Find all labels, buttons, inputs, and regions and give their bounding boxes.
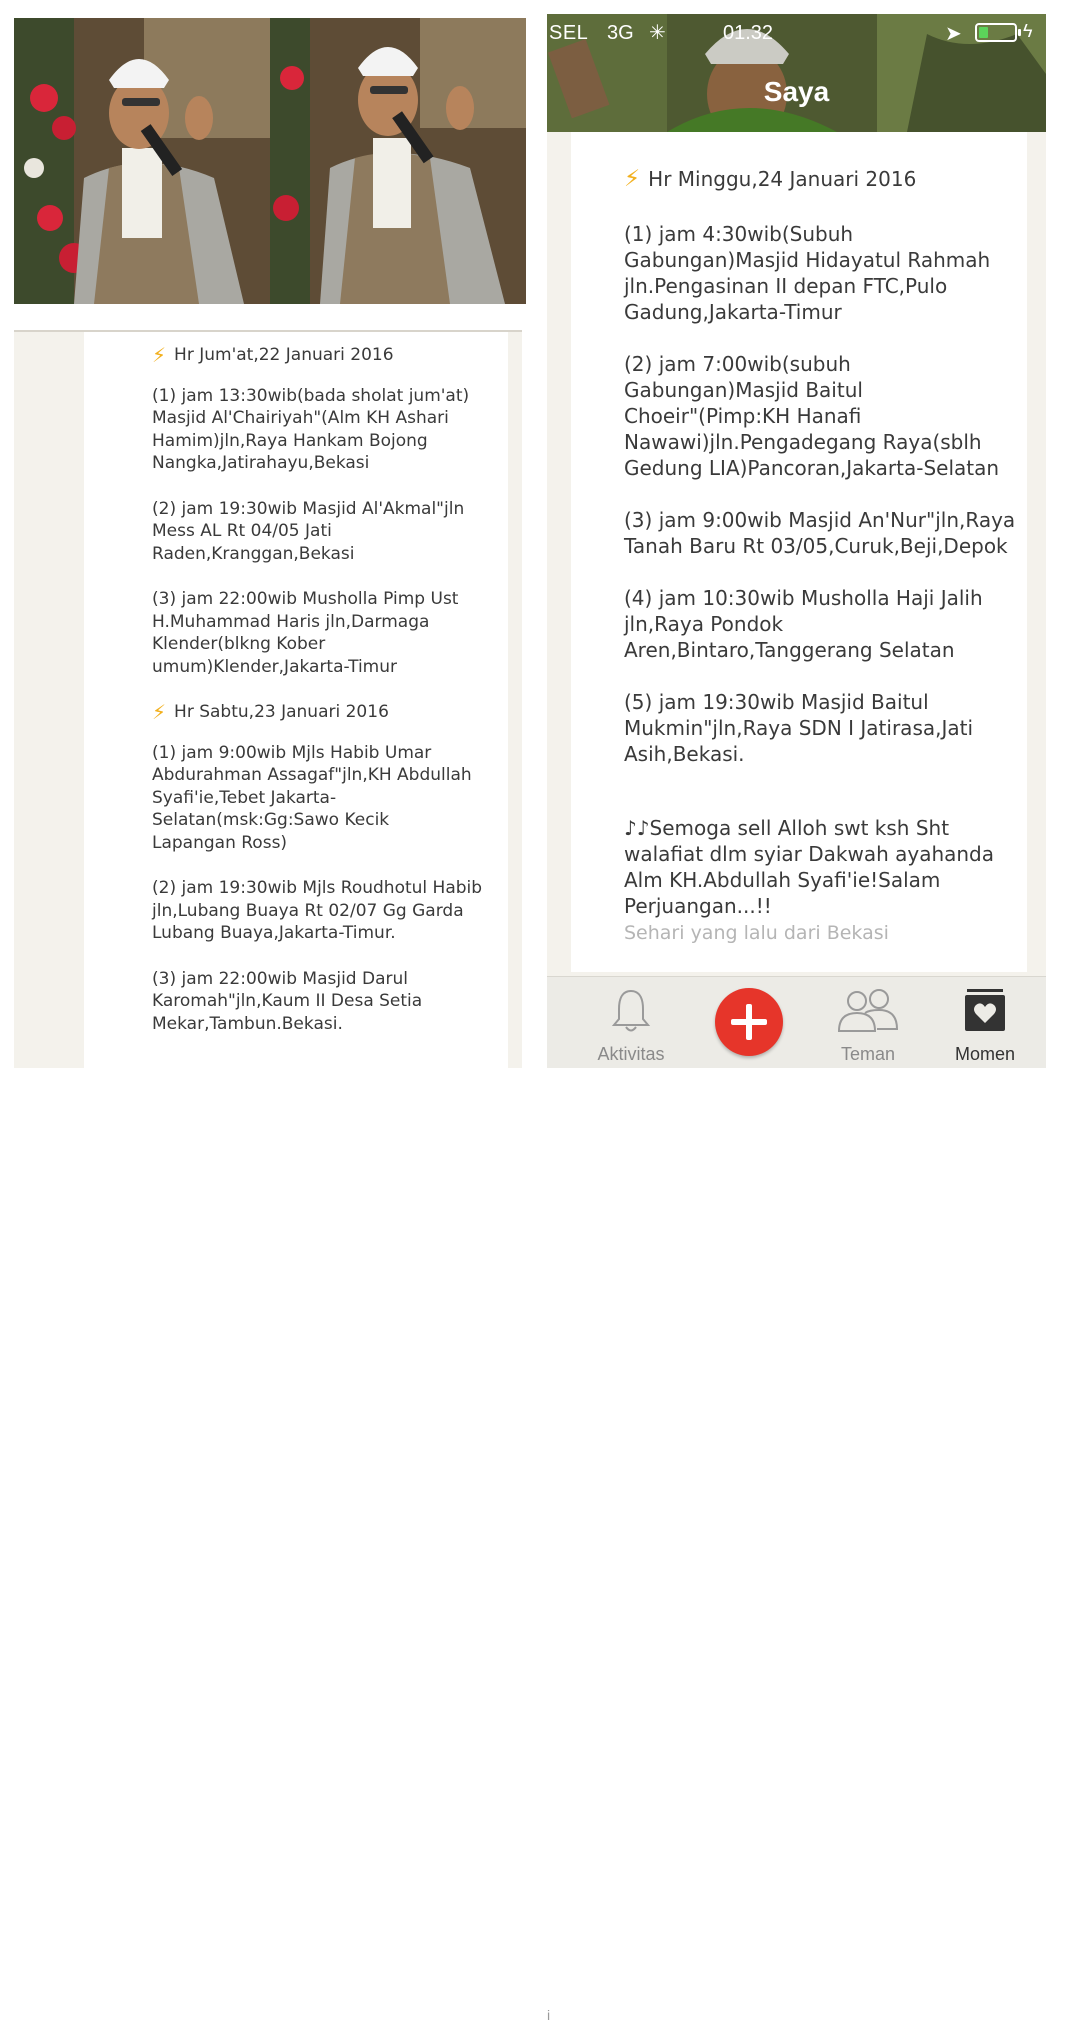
closing-message [624,815,1027,919]
profile-header [547,14,1046,132]
schedule-entry: (3) jam 22:00wib Masjid Darul Karomah"jln,Kaum II Desa Setia Mekar,Tambun.Bekasi. [152,968,423,1034]
left-post-card [14,330,522,1068]
network-type: 3G [607,22,634,44]
lightning-icon: ⚡ [624,166,641,192]
schedule-entry: (1) jam 13:30wib(bada sholat jum'at) Masjid Al'Chairiyah"(Alm KH Ashari Hamim)jln,Raya Hankam Bojong Nangka,Jatirahayu,Bekasi [152,385,470,473]
moment-post[interactable] [571,132,1027,972]
tab-momen[interactable] [937,977,1033,1069]
day-label: Hr Minggu,24 Januari 2016 [648,167,917,191]
tab-teman[interactable] [823,977,913,1069]
tab-fragment: i [547,2007,551,2023]
app-screen [547,14,1046,2023]
activity-spinner-icon: ✳ [649,22,666,44]
speaker-photo-right [270,18,526,304]
schedule-entry: (2) jam 19:30wib Mjls Roudhotul Habib jln,Lubang Buaya Rt 02/07 Gg Garda Lubang Buaya,Jakarta-Timur. [152,878,483,943]
tab-label: Aktivitas [597,1044,665,1064]
friends-icon [835,987,901,1035]
schedule-entry: (3) jam 9:00wib Masjid An'Nur"jln,Raya Tanah Baru Rt 03/05,Curuk,Beji,Depok [624,508,1016,558]
bell-icon [611,987,651,1035]
schedule-entry: (2) jam 7:00wib(subuh Gabungan)Masjid Baitul Choeir"(Pimp:KH Hanafi Nawawi)jln.Pengadegang Raya(sblh Gedung LIA)Pancoran,Jakarta-Selatan [624,352,1000,480]
charging-bolt-icon: ϟ [1023,21,1033,41]
schedule-entry: (1) jam 4:30wib(Subuh Gabungan)Masjid Hidayatul Rahmah jln.Pengasinan II depan FTC,Pulo Gadung,Jakarta-Timur [624,222,991,324]
day-heading [624,166,1027,192]
schedule-entry: (4) jam 10:30wib Musholla Haji Jalih jln,Raya Pondok Aren,Bintaro,Tanggerang Selatan [624,586,983,662]
day-label: Hr Jum'at,22 Januari 2016 [174,345,394,365]
lightning-icon: ⚡ [152,343,167,367]
schedule-entry: (1) jam 9:00wib Mjls Habib Umar Abdurahman Assagaf"jln,KH Abdullah Syafi'ie,Tebet Jakarta- Selatan(msk:Gg:Sawo Kecik Lapangan Ross) [152,742,472,853]
day-heading [152,701,508,724]
add-moment-button[interactable] [715,988,783,1056]
profile-title: Saya [763,76,830,107]
location-arrow-icon: ➤ [945,23,962,45]
schedule-entry: (2) jam 19:30wib Masjid Al'Akmal"jln Mess AL Rt 04/05 Jati Raden,Kranggan,Bekasi [152,498,465,564]
schedule-entry: (3) jam 22:00wib Musholla Pimp Ust H.Muhammad Haris jln,Darmaga Klender(blkng Kober umum)Klender,Jakarta-Timur [152,589,459,677]
lightning-icon: ⚡ [152,700,167,724]
tab-bar [547,976,1046,2023]
schedule-entry: (5) jam 19:30wib Masjid Baitul Mukmin"jln,Raya SDN I Jatirasa,Jati Asih,Bekasi. [624,690,974,766]
tab-label: Momen [954,1044,1016,1064]
music-notes-icon: ♪♪ [624,816,650,840]
clock: 01.32 [723,22,774,44]
closing-text: Semoga sell Alloh swt ksh Sht walafiat dlm syiar Dakwah ayahanda Alm KH.Abdullah Syafi'ie!Salam Perjuangan...!! [624,816,995,918]
speaker-photo-collage [14,18,526,304]
moments-icon [963,987,1007,1033]
post-meta[interactable]: Sehari yang lalu dari Bekasi [624,922,889,944]
speaker-photo-left [14,18,270,304]
left-post-body [84,332,508,1070]
battery-icon [975,23,1017,42]
carrier-label: SEL [549,22,589,44]
day-label: Hr Sabtu,23 Januari 2016 [174,702,389,722]
status-bar [547,14,1046,50]
tab-aktivitas[interactable] [573,977,689,1069]
tab-label: Teman [840,1044,896,1064]
day-heading [152,344,508,367]
